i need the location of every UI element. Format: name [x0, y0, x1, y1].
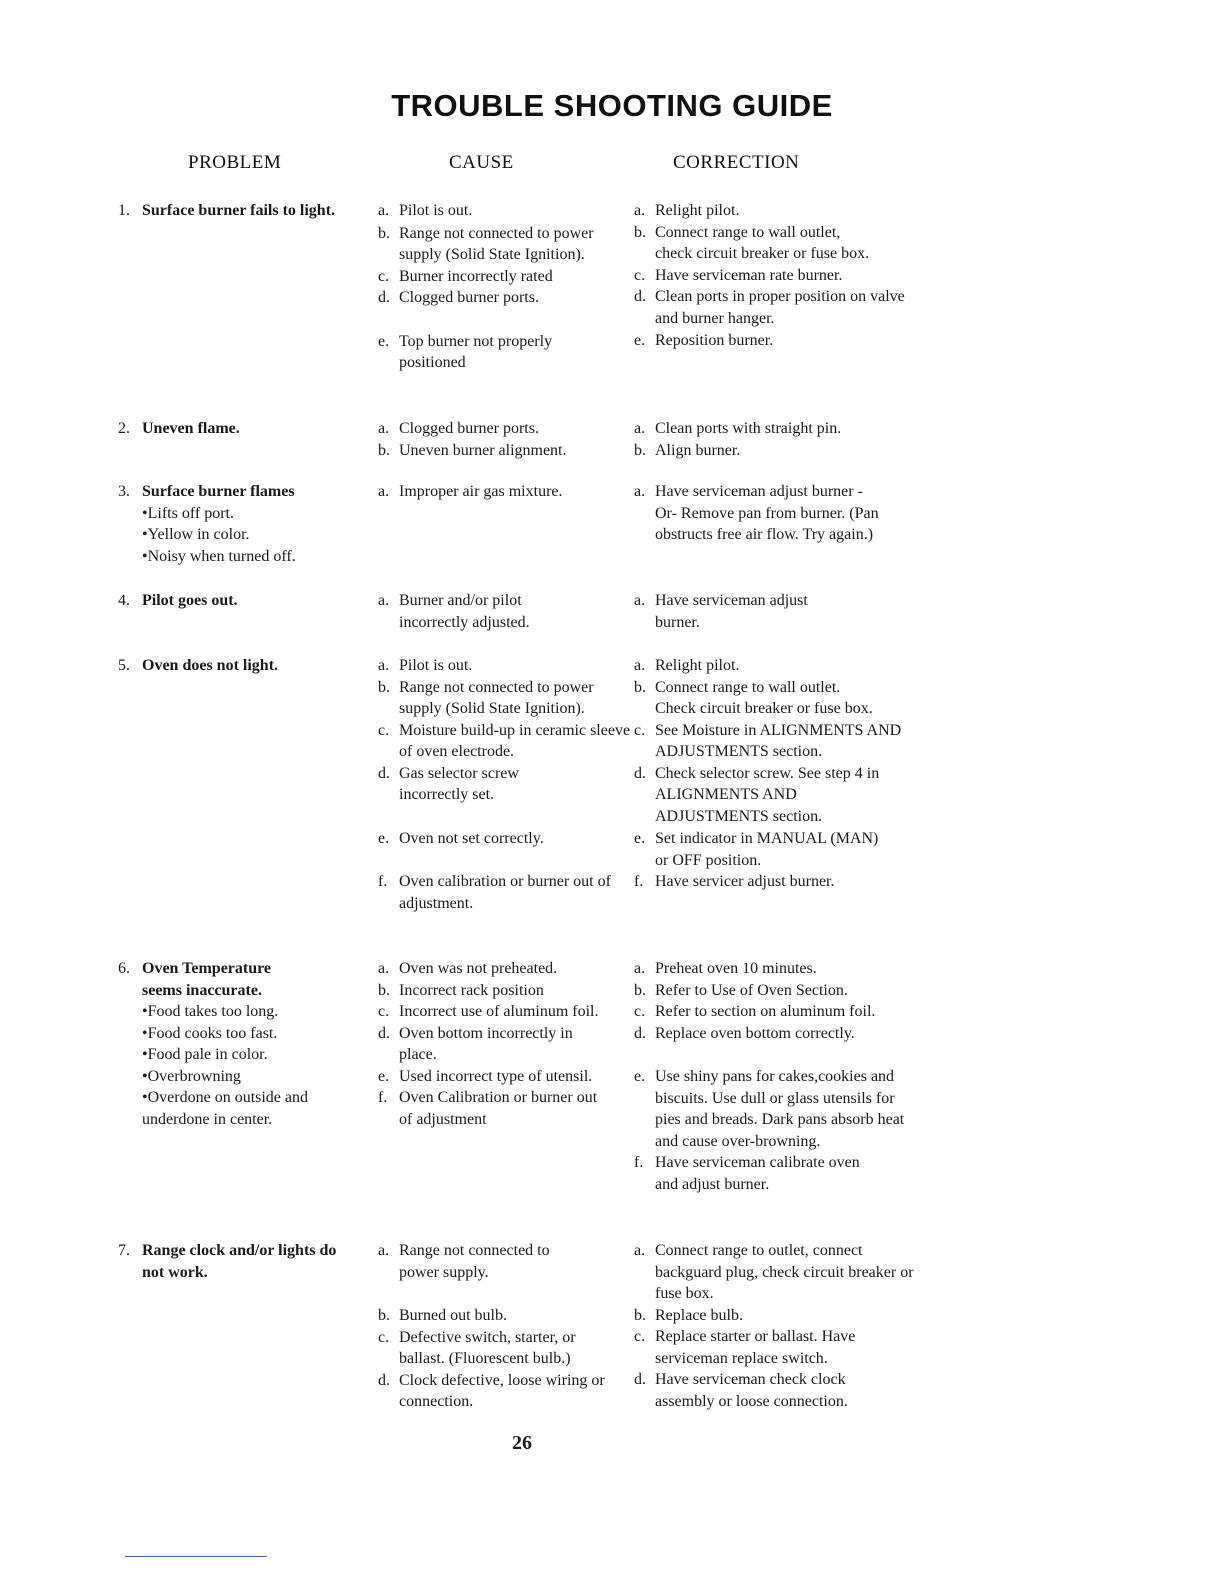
problem-cell: [118, 590, 358, 612]
page-title: TROUBLE SHOOTING GUIDE: [391, 88, 833, 123]
correction-list: [634, 418, 924, 461]
correction-list: [634, 958, 924, 1195]
cause-item: f. Oven Calibration or burner out of adjustment: [378, 1089, 598, 1128]
correction-list: [634, 655, 924, 893]
problem-title: Range clock and/or lights do not work.: [142, 1242, 337, 1281]
correction-item: a. Preheat oven 10 minutes.: [634, 960, 817, 977]
cause-list: [378, 958, 623, 1130]
correction-item: c. Replace starter or ballast. Have serviceman replace switch.: [634, 1328, 856, 1367]
cause-item: a. Burner and/or pilot incorrectly adjusted.: [378, 592, 530, 631]
cause-item: a. Pilot is out.: [378, 202, 473, 219]
page-number: 26: [512, 1432, 532, 1454]
problem-cell: [118, 481, 358, 567]
correction-item: b. Align burner.: [634, 441, 741, 459]
problem-detail: •Yellow in color.: [142, 526, 250, 543]
problem-number: 7.: [118, 1242, 130, 1259]
cause-item: e. Top burner not properly positioned: [378, 332, 553, 371]
cause-list: [378, 655, 631, 914]
cause-item: c. Defective switch, starter, or ballast. (Fluorescent bulb.): [378, 1328, 576, 1367]
problem-title: Uneven flame.: [142, 420, 240, 437]
problem-cell: [118, 418, 358, 440]
cause-list: [378, 1240, 623, 1413]
cause-item: f. Oven calibration or burner out of adjustment.: [378, 873, 611, 912]
cause-item: e. Oven not set correctly.: [378, 829, 544, 847]
problem-detail: •Lifts off port.: [142, 504, 234, 522]
correction-list: [634, 1240, 924, 1412]
correction-item: e. Reposition burner.: [634, 332, 774, 349]
problem-cell: [118, 1240, 358, 1283]
problem-number: 4.: [118, 592, 130, 609]
correction-item: d. Have serviceman check clock assembly or loose connection.: [634, 1371, 848, 1410]
cause-item: a. Pilot is out.: [378, 657, 473, 674]
cause-list: [378, 590, 623, 633]
correction-item: c. Have serviceman rate burner.: [634, 266, 843, 284]
problem-detail: •Overdone on outside and underdone in center.: [142, 1089, 309, 1128]
cause-item: d. Clock defective, loose wiring or connection.: [378, 1371, 605, 1410]
problem-title: Oven does not light.: [142, 657, 279, 674]
problem-cell: [118, 200, 358, 222]
problem-cell: [118, 655, 358, 677]
cause-item: b. Incorrect rack position: [378, 981, 544, 999]
cause-list: [378, 200, 623, 374]
cause-item: c. Burner incorrectly rated: [378, 267, 553, 285]
problem-detail: •Food cooks too fast.: [142, 1024, 278, 1042]
problem-number: 1.: [118, 202, 130, 219]
correction-item: a. Relight pilot.: [634, 202, 740, 219]
correction-list: [634, 200, 924, 352]
correction-item: a. Have serviceman adjust burner.: [634, 592, 808, 631]
cause-list: [378, 481, 623, 503]
problem-cell: [118, 958, 358, 1130]
cause-item: a. Improper air gas mixture.: [378, 483, 563, 500]
problem-number: 3.: [118, 483, 130, 500]
problem-title: Pilot goes out.: [142, 592, 238, 609]
correction-item: d. Clean ports in proper position on valve and burner hanger.: [634, 288, 905, 327]
cause-item: b. Range not connected to power supply (Solid State Ignition).: [378, 224, 594, 263]
cause-item: a. Range not connected to power supply.: [378, 1242, 550, 1281]
cause-item: d. Gas selector screw incorrectly set.: [378, 764, 519, 803]
correction-item: f. Have servicer adjust burner.: [634, 873, 835, 890]
cause-item: e. Used incorrect type of utensil.: [378, 1067, 593, 1085]
correction-item: a. Clean ports with straight pin.: [634, 420, 842, 437]
problem-detail: •Overbrowning: [142, 1067, 241, 1085]
problem-column-header: PROBLEM: [188, 152, 282, 173]
problem-title: Surface burner flames: [142, 483, 295, 500]
correction-item: d. Replace oven bottom correctly.: [634, 1024, 855, 1042]
correction-item: e. Use shiny pans for cakes,cookies and biscuits. Use dull or glass utensils for pies and breads. Dark pans absorb heat and cause over-browning.: [634, 1068, 905, 1150]
correction-column-header: CORRECTION: [673, 152, 800, 173]
correction-item: b. Connect range to wall outlet, check circuit breaker or fuse box.: [634, 223, 870, 262]
correction-item: b. Replace bulb.: [634, 1306, 743, 1324]
correction-item: c. Refer to section on aluminum foil.: [634, 1003, 876, 1020]
cause-item: a. Oven was not preheated.: [378, 960, 558, 977]
problem-title: Surface burner fails to light.: [142, 202, 336, 219]
cause-item: b. Uneven burner alignment.: [378, 441, 567, 459]
correction-item: a. Connect range to outlet, connect backguard plug, check circuit breaker or fuse box.: [634, 1242, 914, 1302]
correction-item: b. Refer to Use of Oven Section.: [634, 981, 848, 999]
cause-list: [378, 418, 623, 461]
cause-item: c. Incorrect use of aluminum foil.: [378, 1003, 599, 1020]
correction-list: [634, 590, 924, 633]
correction-item: b. Connect range to wall outlet. Check circuit breaker or fuse box.: [634, 678, 873, 717]
correction-item: d. Check selector screw. See step 4 in ALIGNMENTS AND ADJUSTMENTS section.: [634, 764, 880, 825]
problem-title: Oven Temperature seems inaccurate.: [142, 960, 272, 999]
correction-item: a. Have serviceman adjust burner -Or- Remove pan from burner. (Pan obstructs free air flow. Try again.): [634, 483, 879, 543]
cause-item: b. Range not connected to power supply (Solid State Ignition).: [378, 678, 594, 717]
problem-detail: •Food takes too long.: [142, 1003, 279, 1020]
problem-number: 6.: [118, 960, 130, 977]
cause-column-header: CAUSE: [449, 152, 514, 173]
correction-list: [634, 481, 924, 546]
correction-item: e. Set indicator in MANUAL (MAN) or OFF position.: [634, 830, 879, 869]
correction-item: a. Relight pilot.: [634, 657, 740, 674]
problem-number: 2.: [118, 420, 130, 437]
cause-item: d. Clogged burner ports.: [378, 289, 539, 306]
cause-item: d. Oven bottom incorrectly in place.: [378, 1024, 573, 1063]
cause-item: b. Burned out bulb.: [378, 1307, 507, 1324]
problem-detail: •Noisy when turned off.: [142, 547, 296, 565]
correction-item: f. Have serviceman calibrate oven and adjust burner.: [634, 1154, 860, 1193]
correction-item: c. See Moisture in ALIGNMENTS AND ADJUSTMENTS section.: [634, 721, 902, 760]
footer-divider: [125, 1556, 267, 1557]
problem-detail: •Food pale in color.: [142, 1046, 268, 1063]
problem-number: 5.: [118, 657, 130, 674]
cause-item: c. Moisture build-up in ceramic sleeve of oven electrode.: [378, 721, 631, 760]
cause-item: a. Clogged burner ports.: [378, 420, 539, 437]
